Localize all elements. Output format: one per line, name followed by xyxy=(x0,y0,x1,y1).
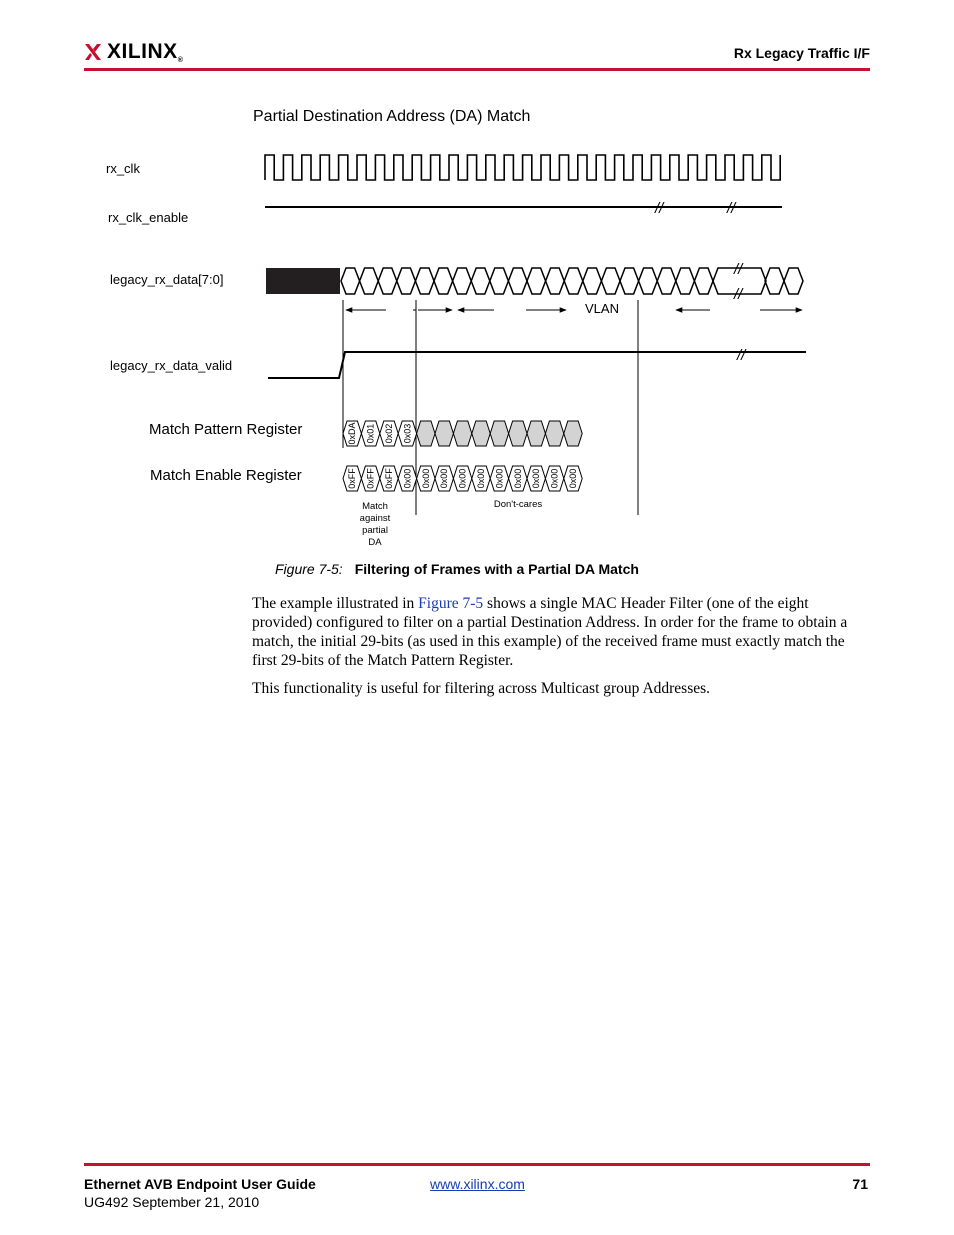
match-pattern-cell-value: 0x03 xyxy=(402,423,413,444)
signal-label-legacy-rx-data: legacy_rx_data[7:0] xyxy=(110,272,224,287)
match-enable-cell-value: 0x00 xyxy=(439,468,450,489)
match-pattern-row xyxy=(343,421,582,446)
data-bus-cell xyxy=(527,268,546,294)
data-bus-cell xyxy=(341,268,360,294)
section-title: Rx Legacy Traffic I/F xyxy=(733,45,870,61)
footer-url-link[interactable]: www.xilinx.com xyxy=(430,1176,525,1192)
match-pattern-cell xyxy=(490,421,508,446)
data-bus-cell xyxy=(434,268,453,294)
data-bus-cell xyxy=(784,268,803,294)
match-enable-cell-value: 0x00 xyxy=(402,468,413,489)
match-pattern-cell-value: 0xDA xyxy=(347,422,358,445)
footer-rule xyxy=(84,1163,870,1166)
rx-clk-waveform xyxy=(265,155,780,180)
timing-diagram xyxy=(0,0,954,560)
match-enable-cell-value: 0xFF xyxy=(347,468,358,489)
data-bus-cell xyxy=(620,268,639,294)
break-mark: // xyxy=(727,200,736,217)
annot-match-line: DA xyxy=(368,537,382,548)
data-bus-cell xyxy=(397,268,416,294)
match-pattern-cell-value: 0x02 xyxy=(384,423,394,444)
data-bus-cell xyxy=(583,268,602,294)
logo-text: XILINX® xyxy=(107,40,184,64)
match-pattern-cell xyxy=(435,421,453,446)
footer-guide-title: Ethernet AVB Endpoint User Guide xyxy=(84,1176,316,1192)
match-pattern-cell xyxy=(564,421,582,446)
data-bus-cell xyxy=(564,268,583,294)
figure-title: Partial Destination Address (DA) Match xyxy=(253,108,531,125)
signal-label-legacy-rx-data-valid: legacy_rx_data_valid xyxy=(110,358,233,373)
data-bus-cell xyxy=(360,268,379,294)
match-enable-cell-value: 0x00 xyxy=(420,468,431,489)
match-pattern-cell xyxy=(509,421,527,446)
figure-caption xyxy=(275,561,639,577)
match-enable-label: Match Enable Register xyxy=(150,467,302,484)
match-pattern-label: Match Pattern Register xyxy=(149,421,303,438)
annot-match-line: partial xyxy=(362,525,388,536)
data-valid-waveform xyxy=(268,352,806,378)
data-bus-cell xyxy=(765,268,784,294)
match-enable-cell-value: 0x00 xyxy=(568,468,578,489)
data-bus-cell xyxy=(657,268,676,294)
data-bus-cell xyxy=(415,268,434,294)
break-mark: // xyxy=(655,200,664,217)
match-pattern-cell xyxy=(545,421,563,446)
match-pattern-cell xyxy=(472,421,490,446)
match-enable-row xyxy=(343,466,582,491)
match-enable-cell-value: 0x00 xyxy=(494,468,505,489)
match-pattern-cell-value: 0x01 xyxy=(365,423,376,444)
annot-match-line: against xyxy=(359,513,391,524)
data-bus-cell xyxy=(508,268,527,294)
data-bus-cell xyxy=(694,268,713,294)
match-enable-cell-value: 0x00 xyxy=(531,468,542,489)
match-enable-cell-value: 0xFF xyxy=(365,468,376,489)
vlan-label: VLAN xyxy=(585,301,619,316)
break-mark: // xyxy=(734,261,743,278)
body-paragraph: This functionality is useful for filtering across Multicast group Addresses. xyxy=(252,680,711,697)
signal-label-rx-clk-enable: rx_clk_enable xyxy=(108,210,189,225)
data-bus-cell xyxy=(490,268,509,294)
match-enable-cell-value: 0xFF xyxy=(384,468,394,489)
data-bus-cell xyxy=(453,268,472,294)
match-pattern-cell xyxy=(453,421,471,446)
data-bus-idle xyxy=(266,268,340,294)
data-bus-cell xyxy=(546,268,565,294)
caption-title: Filtering of Frames with a Partial DA Match xyxy=(354,561,639,577)
data-bus-cell xyxy=(378,268,397,294)
match-enable-cell-value: 0x00 xyxy=(457,468,468,489)
data-bus-cell xyxy=(676,268,695,294)
match-enable-cell-value: 0x00 xyxy=(476,468,486,489)
match-pattern-cell xyxy=(417,421,435,446)
match-pattern-cell xyxy=(527,421,545,446)
footer-doc-date: UG492 September 21, 2010 xyxy=(84,1194,260,1210)
match-enable-cell-value: 0x00 xyxy=(512,468,523,489)
body-paragraph: The example illustrated in Figure 7-5 shows a single MAC Header Filter (one of the eight provided) configured to filter on a partial Destination Address. In order for the frame to obtain a match, the initial 29-bits (as used in this example) of the received frame must exactly match the first 29-bits of the Match Pattern Register. xyxy=(252,595,848,669)
break-mark: // xyxy=(737,347,746,364)
annot-match-line: Match xyxy=(362,501,388,512)
annot-dont-cares: Don't-cares xyxy=(493,499,543,510)
data-bus-cell xyxy=(601,268,620,294)
figure-link[interactable]: Figure 7-5 xyxy=(418,595,484,612)
caption-label: Figure 7-5: xyxy=(275,561,343,577)
page-number: 71 xyxy=(852,1176,868,1192)
data-bus-cell xyxy=(471,268,490,294)
break-mark: // xyxy=(734,286,743,303)
data-bus-cell xyxy=(639,268,658,294)
match-enable-cell-value: 0x00 xyxy=(549,468,560,489)
signal-label-rx-clk: rx_clk xyxy=(106,161,140,176)
